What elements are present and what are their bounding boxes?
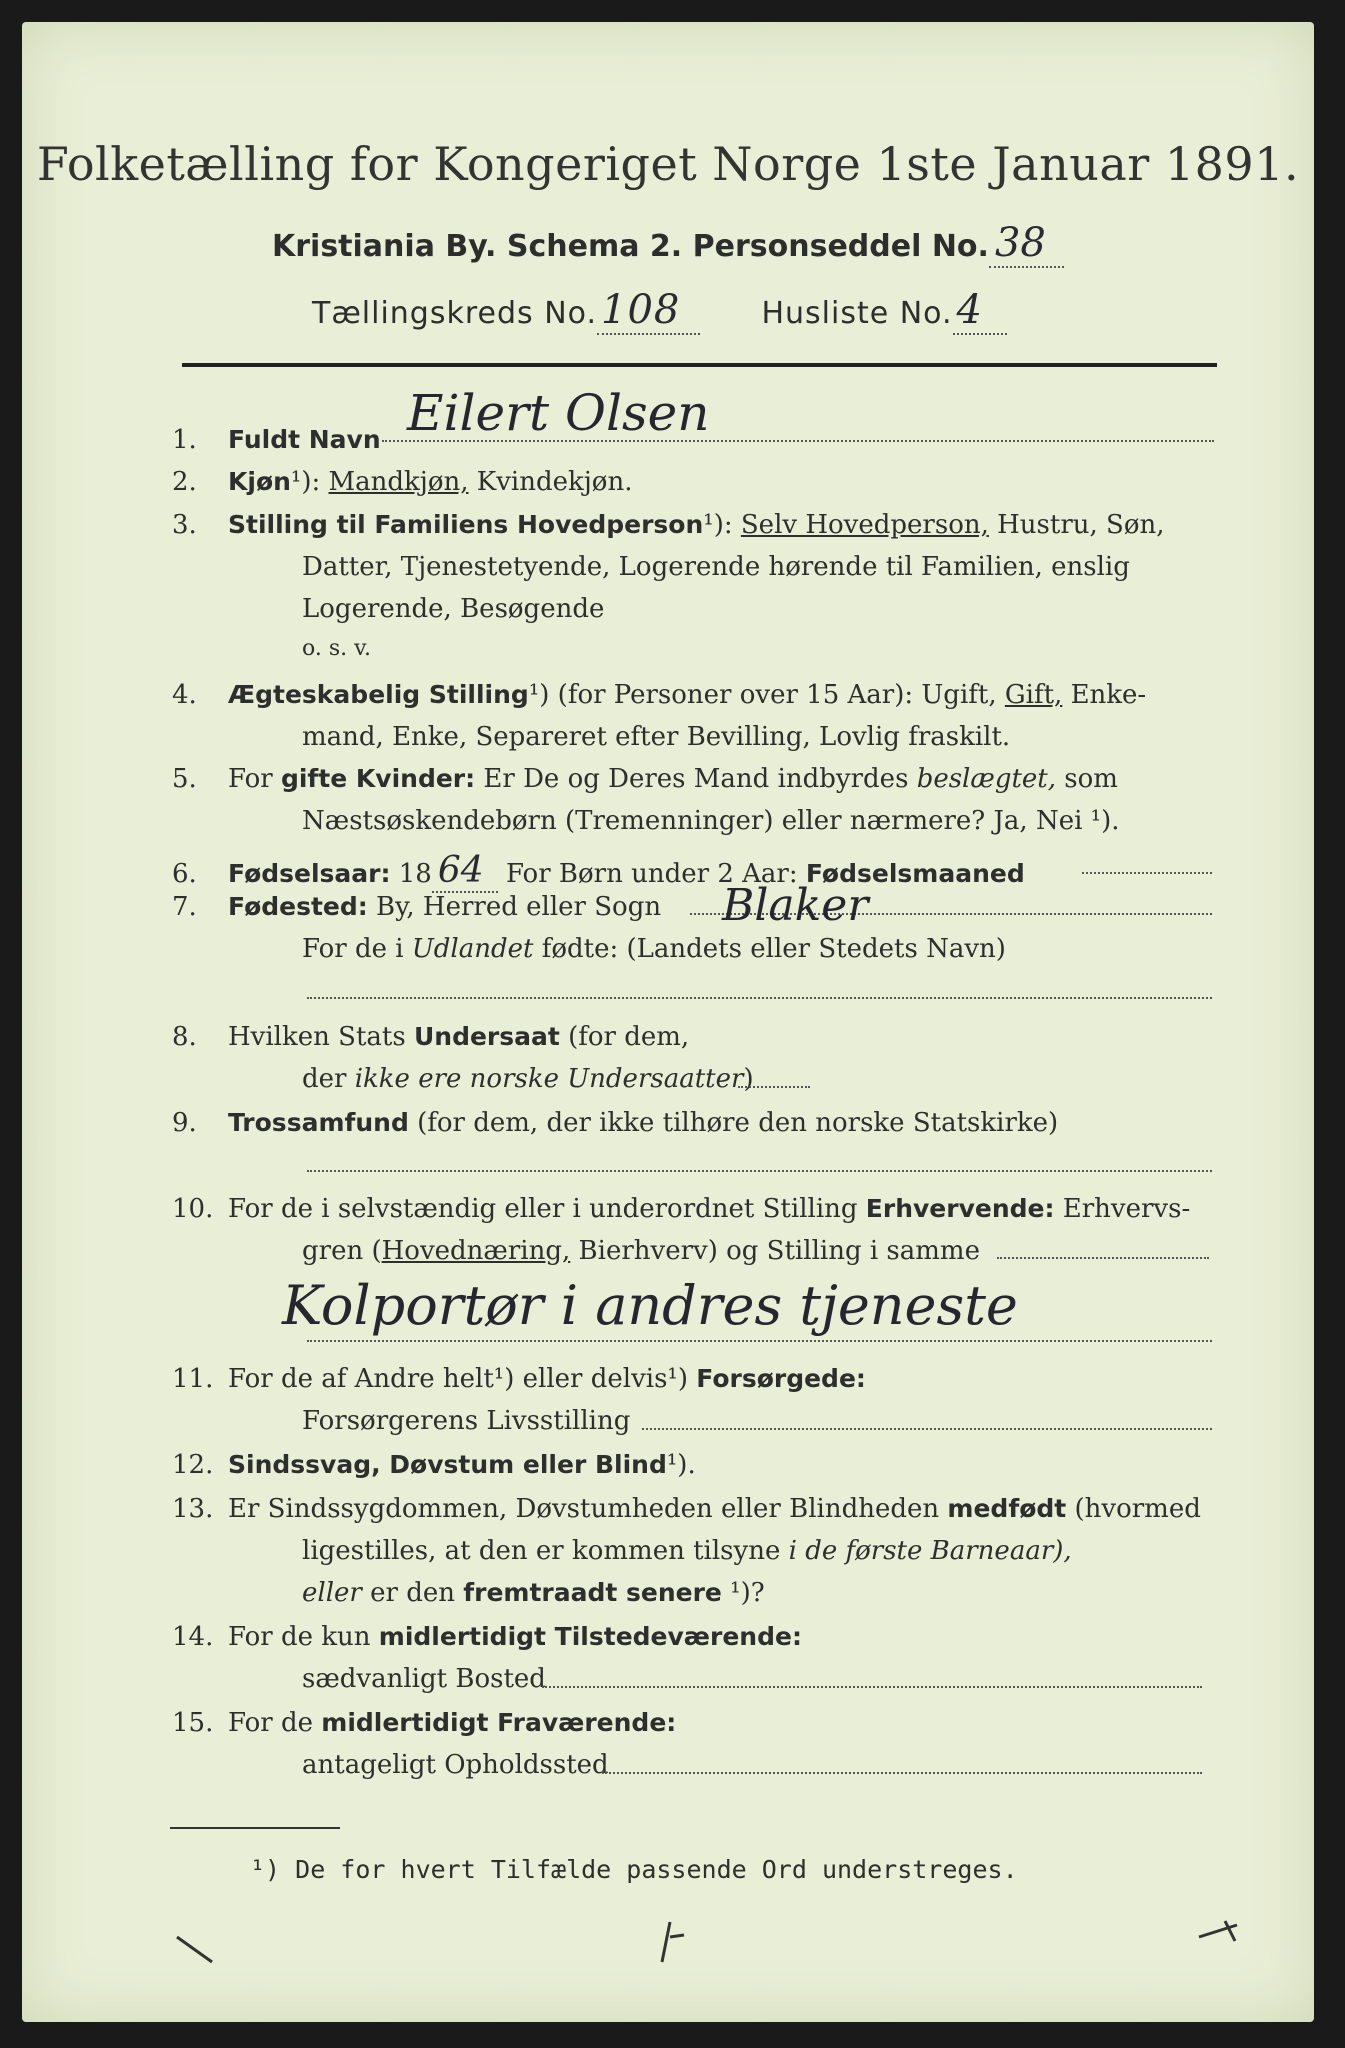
form-title: Folketælling for Kongeriget Norge 1ste Januar 1891. bbox=[36, 137, 1300, 191]
field-sup: ¹): bbox=[290, 467, 321, 497]
field-text: ligestilles, at den er kommen tilsyne bbox=[302, 1536, 781, 1566]
field-13-line3 bbox=[302, 1578, 765, 1608]
field-label: Fødselsmaaned bbox=[805, 859, 1025, 888]
field-14-row bbox=[172, 1622, 802, 1652]
field-7-line2 bbox=[302, 934, 1006, 964]
field-text: Hustru, Søn, bbox=[997, 510, 1165, 540]
field-13-row bbox=[172, 1494, 1201, 1524]
pencil-mark-right bbox=[1197, 1917, 1247, 1947]
field-text: (for Personer over 15 Aar): Ugift, bbox=[557, 680, 997, 710]
personseddel-number: 38 bbox=[989, 220, 1064, 268]
field-label: Undersaat bbox=[413, 1022, 560, 1051]
field-10-line2 bbox=[302, 1236, 980, 1266]
field-5-line2: Næstsøskendebørn (Tremenninger) eller nærmere? Ja, Nei ¹). bbox=[302, 806, 1120, 836]
field-text: eller bbox=[302, 1578, 362, 1608]
field-text: For de i bbox=[302, 934, 404, 964]
census-form bbox=[22, 22, 1314, 2022]
field-label: midlertidigt Tilstedeværende: bbox=[378, 1622, 802, 1651]
field-3-line2: Datter, Tjenestetyende, Logerende hørende til Familien, enslig bbox=[302, 552, 1130, 582]
field-label: Stilling til Familiens Hovedperson bbox=[228, 510, 704, 539]
field-text: (hvormed bbox=[1074, 1494, 1201, 1524]
field-label: Fødselsaar: bbox=[228, 859, 391, 888]
field-sup: ¹): bbox=[703, 510, 733, 540]
field-text: Er De og Deres Mand indbyrdes bbox=[483, 764, 909, 794]
taellingskreds-number: 108 bbox=[597, 287, 700, 335]
field-10-row bbox=[172, 1194, 1190, 1224]
birth-year-value: 64 bbox=[432, 850, 498, 893]
field-number: 10. bbox=[172, 1194, 214, 1224]
field-label: medfødt bbox=[947, 1494, 1067, 1523]
field-text: fødte: (Landets eller Stedets Navn) bbox=[541, 934, 1006, 964]
field-number: 13. bbox=[172, 1494, 214, 1524]
field-text: (for dem, der ikke tilhøre den norske Statskirke) bbox=[417, 1108, 1059, 1138]
field-text: For bbox=[228, 764, 273, 794]
taellingskreds-line bbox=[312, 287, 1007, 335]
field-sup: ¹)? bbox=[730, 1578, 765, 1608]
field-15-row bbox=[172, 1708, 676, 1738]
option-mandkjon-selected: Mandkjøn, bbox=[328, 467, 469, 497]
field-text: For de bbox=[228, 1708, 313, 1738]
option-kvindekjon: Kvindekjøn. bbox=[476, 467, 633, 497]
field-5-row bbox=[172, 764, 1118, 794]
husliste-label: Husliste No. bbox=[761, 296, 953, 331]
field-3-line4: o. s. v. bbox=[302, 636, 371, 661]
name-value: Eilert Olsen bbox=[407, 384, 710, 442]
field-number: 14. bbox=[172, 1622, 214, 1652]
field-14-line2: sædvanligt Bosted bbox=[302, 1664, 546, 1694]
field-number: 5. bbox=[172, 764, 197, 794]
field-label: midlertidigt Fraværende: bbox=[321, 1708, 677, 1737]
field-7-row bbox=[172, 892, 661, 922]
field-text: By, Herred eller Sogn bbox=[376, 892, 662, 922]
field-number: 15. bbox=[172, 1708, 214, 1738]
field-number: 2. bbox=[172, 467, 197, 497]
field-12-row bbox=[172, 1450, 696, 1480]
taellingskreds-label: Tællingskreds No. bbox=[312, 296, 597, 331]
option-hovednaering-selected: Hovednæring, bbox=[381, 1236, 571, 1266]
option-gift-selected: Gift, bbox=[1004, 680, 1063, 710]
field-number: 11. bbox=[172, 1364, 214, 1394]
field-label: fremtraadt senere bbox=[463, 1578, 722, 1607]
field-label: Erhvervende: bbox=[865, 1194, 1055, 1223]
field-label: Ægteskabelig Stilling bbox=[228, 680, 529, 709]
nationality-dotted-line bbox=[738, 1086, 810, 1088]
residence-dotted-line bbox=[542, 1686, 1202, 1688]
field-8-line2: der ikke ere norske Undersaatter) bbox=[302, 1064, 754, 1094]
religion-dotted-line bbox=[307, 1170, 1212, 1172]
field-text: der bbox=[302, 1064, 347, 1094]
occupation-value: Kolportør i andres tjeneste bbox=[282, 1274, 1018, 1337]
field-4-line2: mand, Enke, Separeret efter Bevilling, Lovlig fraskilt. bbox=[302, 722, 1011, 752]
field-number: 3. bbox=[172, 510, 197, 540]
field-text: Enke- bbox=[1070, 680, 1147, 710]
field-4-row bbox=[172, 680, 1146, 710]
foreign-birthplace-dotted-line bbox=[307, 997, 1212, 999]
field-2-row bbox=[172, 467, 632, 497]
footnote-rule bbox=[170, 1827, 340, 1829]
field-text: Erhvervs- bbox=[1062, 1194, 1191, 1224]
field-number: 8. bbox=[172, 1022, 197, 1052]
field-number: 9. bbox=[172, 1108, 197, 1138]
field-text: gren ( bbox=[302, 1236, 382, 1266]
field-text: For de kun bbox=[228, 1622, 371, 1652]
field-text: For Børn under 2 Aar: bbox=[505, 859, 798, 889]
field-text: i de første Barneaar), bbox=[788, 1536, 1072, 1566]
pencil-mark-left bbox=[172, 1932, 222, 1972]
field-number: 1. bbox=[172, 425, 197, 455]
field-1-row bbox=[172, 425, 381, 455]
field-13-line2 bbox=[302, 1536, 1072, 1566]
header-rule bbox=[182, 363, 1217, 367]
occupation-dotted-line-2 bbox=[307, 1340, 1212, 1342]
field-text: beslægtet, bbox=[916, 764, 1057, 794]
field-label: Kjøn bbox=[228, 467, 291, 496]
occupation-dotted-line-1 bbox=[997, 1257, 1209, 1259]
field-8-row bbox=[172, 1022, 689, 1052]
field-label: Trossamfund bbox=[228, 1108, 409, 1137]
field-11-row bbox=[172, 1364, 866, 1394]
field-text: Hvilken Stats bbox=[228, 1022, 406, 1052]
field-text: For de af Andre helt¹) eller delvis¹) bbox=[228, 1364, 688, 1394]
pencil-mark-center bbox=[652, 1917, 692, 1967]
field-sup: ¹). bbox=[666, 1450, 696, 1480]
field-text: som bbox=[1064, 764, 1118, 794]
field-label: Forsørgede: bbox=[696, 1364, 866, 1393]
field-label: Fuldt Navn bbox=[228, 425, 381, 454]
footnote: ¹) De for hvert Tilfælde passende Ord understreges. bbox=[250, 1855, 1018, 1884]
provider-dotted-line bbox=[642, 1428, 1212, 1430]
field-number: 12. bbox=[172, 1450, 214, 1480]
field-text: Udlandet bbox=[411, 934, 534, 964]
husliste-number: 4 bbox=[953, 287, 1007, 335]
field-text: er den bbox=[370, 1578, 455, 1608]
field-15-line2: antageligt Opholdssted bbox=[302, 1750, 609, 1780]
birth-year-prefix: 18 bbox=[398, 859, 432, 889]
field-text: (for dem, bbox=[568, 1022, 690, 1052]
field-3-row bbox=[172, 510, 1165, 540]
field-number: 6. bbox=[172, 859, 197, 889]
field-11-line2: Forsørgerens Livsstilling bbox=[302, 1406, 631, 1436]
field-text: For de i selvstændig eller i underordnet Stilling bbox=[228, 1194, 858, 1224]
field-label: Sindssvag, Døvstum eller Blind bbox=[228, 1450, 667, 1479]
field-label: Fødested: bbox=[228, 892, 368, 921]
field-label: gifte Kvinder: bbox=[280, 764, 476, 793]
birth-month-dotted-line bbox=[1082, 872, 1212, 874]
field-number: 4. bbox=[172, 680, 197, 710]
field-text: ikke ere norske Undersaatter bbox=[354, 1064, 744, 1094]
field-text: Bierhverv) og Stilling i samme bbox=[578, 1236, 980, 1266]
schema-label: Kristiania By. Schema 2. Personseddel No. bbox=[272, 229, 989, 264]
field-9-row bbox=[172, 1108, 1058, 1138]
birthplace-value: Blaker bbox=[722, 880, 869, 931]
field-number: 7. bbox=[172, 892, 197, 922]
field-3-line3: Logerende, Besøgende bbox=[302, 594, 605, 624]
schema-line bbox=[272, 220, 1064, 268]
field-text: Er Sindssygdommen, Døvstumheden eller Blindheden bbox=[228, 1494, 940, 1524]
option-selv-hovedperson-selected: Selv Hovedperson, bbox=[740, 510, 989, 540]
stay-dotted-line bbox=[602, 1772, 1202, 1774]
field-6-row bbox=[172, 850, 1025, 893]
field-sup: ¹) bbox=[528, 680, 550, 710]
